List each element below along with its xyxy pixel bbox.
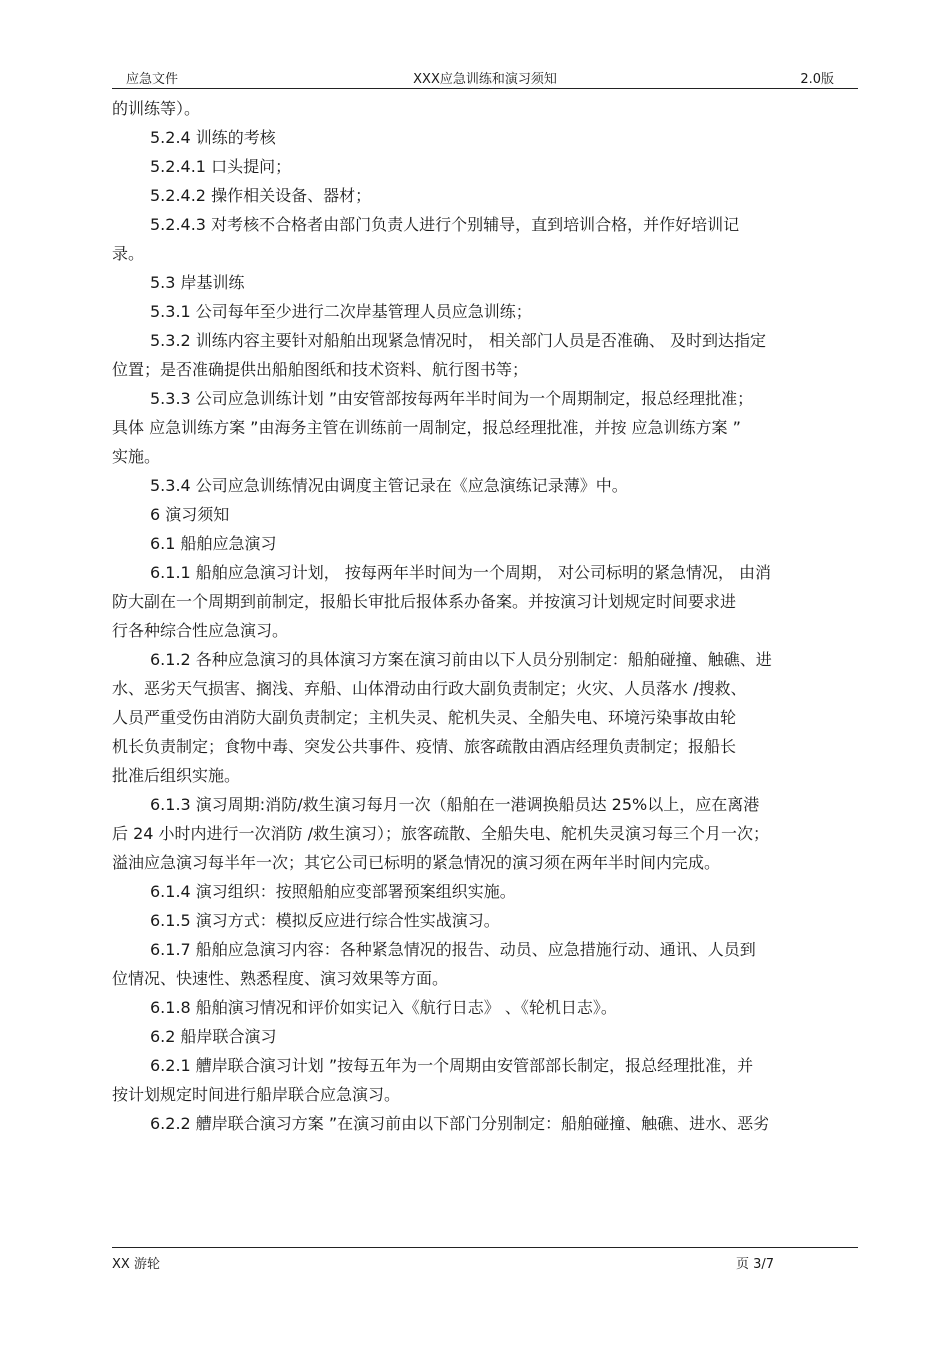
text-line: 位置；是否准确提供出船舶图纸和技术资料、航行图书等； [112,360,529,379]
text-line: 6 演习须知 [150,505,230,524]
text-line: 5.2.4.2 操作相关设备、器材； [150,186,372,205]
text-line: 5.2.4.3 对考核不合格者由部门负责人进行个别辅导，直到培训合格，并作好培训记 [150,215,740,234]
text-line: 6.1.4 演习组织：按照船舶应变部署预案组织实施。 [150,882,516,901]
text-line: 5.2.4 训练的考核 [150,128,276,147]
text-line: 6.1.8 船舶演习情况和评价如实记入《航行日志》 、《轮机日志》。 [150,998,617,1017]
text-line: 人员严重受伤由消防大副负责制定；主机失灵、舵机失灵、全船失电、环境污染事故由轮 [112,708,737,727]
text-line: 防大副在一个周期到前制定，报船长审批后报体系办备案。并按演习计划规定时间要求进 [112,592,737,611]
document-body [112,94,858,1138]
text-line: 6.1.1 船舶应急演习计划， 按每两年半时间为一个周期， 对公司标明的紧急情况， 由消 [150,563,772,582]
text-line: 6.1 船舶应急演习 [150,534,277,553]
text-line: 6.2 船岸联合演习 [150,1027,277,1046]
text-line: 的训练等）。 [112,99,201,118]
text-line: 6.1.7 船舶应急演习内容：各种紧急情况的报告、动员、应急措施行动、通讯、人员到 [150,940,756,959]
text-line: 5.2.4.1 口头提问； [150,157,292,176]
footer-company: XX 游轮 [112,1257,160,1272]
page-header [112,66,858,89]
text-line: 行各种综合性应急演习。 [112,621,289,640]
text-line: 实施。 [112,447,161,466]
text-line: 批准后组织实施。 [112,766,241,785]
text-line: 6.1.3 演习周期:消防/救生演习每月一次（船舶在一港调换船员达 25%以上，应在离港 [150,795,760,814]
text-line: 6.1.5 演习方式：模拟反应进行综合性实战演习。 [150,911,500,930]
text-line: 6.1.2 各种应急演习的具体演习方案在演习前由以下人员分别制定：船舶碰撞、触礁、进 [150,650,772,669]
text-line: 具体 应急训练方案 ”由海务主管在训练前一周制定，报总经理批准，并按 应急训练方案 ” [112,418,741,437]
footer-page-number: 页 3/7 [736,1257,775,1272]
page-footer [112,1247,858,1270]
text-line: 溢油应急演习每半年一次；其它公司已标明的紧急情况的演习须在两年半时间内完成。 [112,853,721,872]
text-line: 水、恶劣天气损害、搁浅、弃船、山体滑动由行政大副负责制定；火灾、人员落水 /搜救、 [112,679,747,698]
text-line: 5.3.3 公司应急训练计划 ”由安管部按每两年半时间为一个周期制定，报总经理批准； [150,389,754,408]
text-line: 6.2.1 艚岸联合演习计划 ”按每五年为一个周期由安管部部长制定，报总经理批准，并 [150,1056,754,1075]
text-line: 5.3 岸基训练 [150,273,245,292]
text-line: 5.3.1 公司每年至少进行二次岸基管理人员应急训练； [150,302,532,321]
header-doc-type: 应急文件 [126,72,179,87]
text-line: 5.3.4 公司应急训练情况由调度主管记录在《应急演练记录薄》中。 [150,476,628,495]
text-line: 位情况、快速性、熟悉程度、演习效果等方面。 [112,969,449,988]
header-title: XXX应急训练和演习须知 [413,72,557,87]
text-line: 5.3.2 训练内容主要针对船舶出现紧急情况时， 相关部门人员是否准确、 及时到达指定 [150,331,766,350]
text-line: 后 24 小时内进行一次消防 /救生演习）；旅客疏散、全船失电、舵机失灵演习每三个月一次； [112,824,770,843]
text-line: 机长负责制定；食物中毒、突发公共事件、疫情、旅客疏散由酒店经理负责制定；报船长 [112,737,737,756]
text-line: 录。 [112,244,145,263]
text-line: 6.2.2 艚岸联合演习方案 ”在演习前由以下部门分别制定：船舶碰撞、触礁、进水、恶劣 [150,1114,770,1133]
text-line: 按计划规定时间进行船岸联合应急演习。 [112,1085,401,1104]
header-version: 2.0版 [800,72,834,87]
